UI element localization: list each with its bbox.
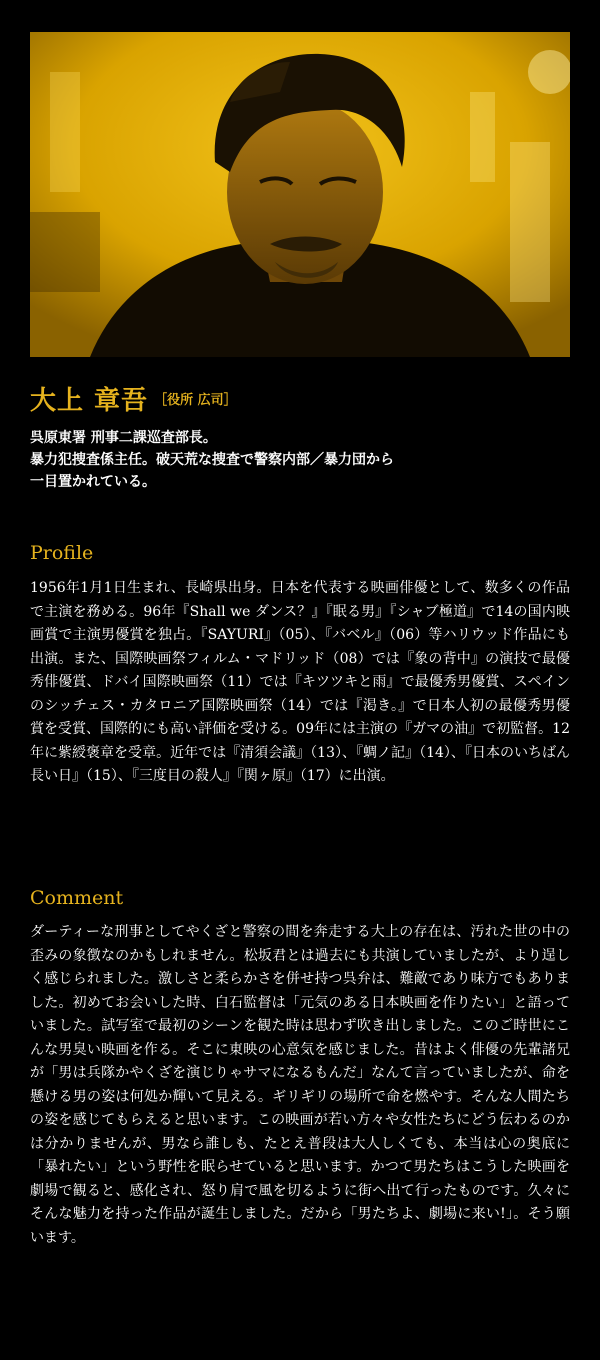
role-line: 呉原東署 刑事二課巡査部長。 bbox=[30, 430, 217, 446]
character-name-row bbox=[30, 380, 570, 420]
comment-heading: Comment bbox=[30, 887, 124, 909]
actor-name: ［役所 広司］ bbox=[154, 393, 237, 408]
character-photo bbox=[30, 32, 570, 357]
profile-text: 1956年1月1日生まれ、長崎県出身。日本を代表する映画俳優として、数多くの作品で主演を務める。96年『Shall we ダンス？』『眠る男』『シャブ極道』で14の国内映画賞で主演男優賞を独占。『SAYURI』（05）、『バベル』（06）等ハリウッド作品にも出演。また、国際映画祭フィルム・マドリッド（08）では『象の背中』の演技で最優秀俳優賞、ドバイ国際映画祭（11）では『キツツキと雨』で最優秀男優賞、スペインのシッチェス・カタロニア国際映画祭（14）では『渇き。』で日本人初の最優秀男優賞を受賞、国際的にも高い評価を受ける。09年には主演の『ガマの油』で初監督。12年に紫綬褒章を受章。近年では『清須会議』（13）、『蜩ノ記』（14）、『日本のいちばん長い日』（15）、『三度目の殺人』『関ヶ原』（17）に出演。 bbox=[30, 580, 570, 784]
profile-heading: Profile bbox=[30, 542, 94, 564]
comment-text: ダーティーな刑事としてやくざと警察の間を奔走する大上の存在は、汚れた世の中の歪みの象徴なのかもしれません。松坂君とは過去にも共演していましたが、より逞しく感じられました。激しさと柔らかさを併せ持つ呉弁は、難敵であり味方でもありました。初めてお会いした時、白石監督は「元気のある日本映画を作りたい」と語っていました。試写室で最初のシーンを観た時は思わず吹き出しました。このご時世にこんな男臭い映画を作る。そこに東映の心意気を感じました。昔はよく俳優の先輩諸兄が「男は兵隊かやくざを演じりゃサマになるもんだ」なんて言っていましたが、命を懸ける男の姿は何処か輝いて見える。ギリギリの場所で命を燃やす。そんな人間たちの姿を感じてもらえると思います。この映画が若い方々や女性たちにどう伝わるのかは分かりませんが、男なら誰しも、たとえ普段は大人しくても、本当は心の奥底に「暴れたい」という野性を眠らせていると思います。かつて男たちはこうした映画を劇場で観ると、感化され、怒り肩で風を切るように街へ出て行ったものです。久々にそんな魅力を持った作品が誕生しました。だから「男たちよ、劇場に来い!」。そう願います。 bbox=[30, 924, 570, 1246]
role-line: 暴力犯捜査係主任。破天荒な捜査で警察内部／暴力団から bbox=[30, 452, 394, 468]
character-name: 大上 章吾 bbox=[30, 386, 149, 416]
role-line: 一目置かれている。 bbox=[30, 474, 156, 490]
character-role bbox=[30, 427, 570, 493]
